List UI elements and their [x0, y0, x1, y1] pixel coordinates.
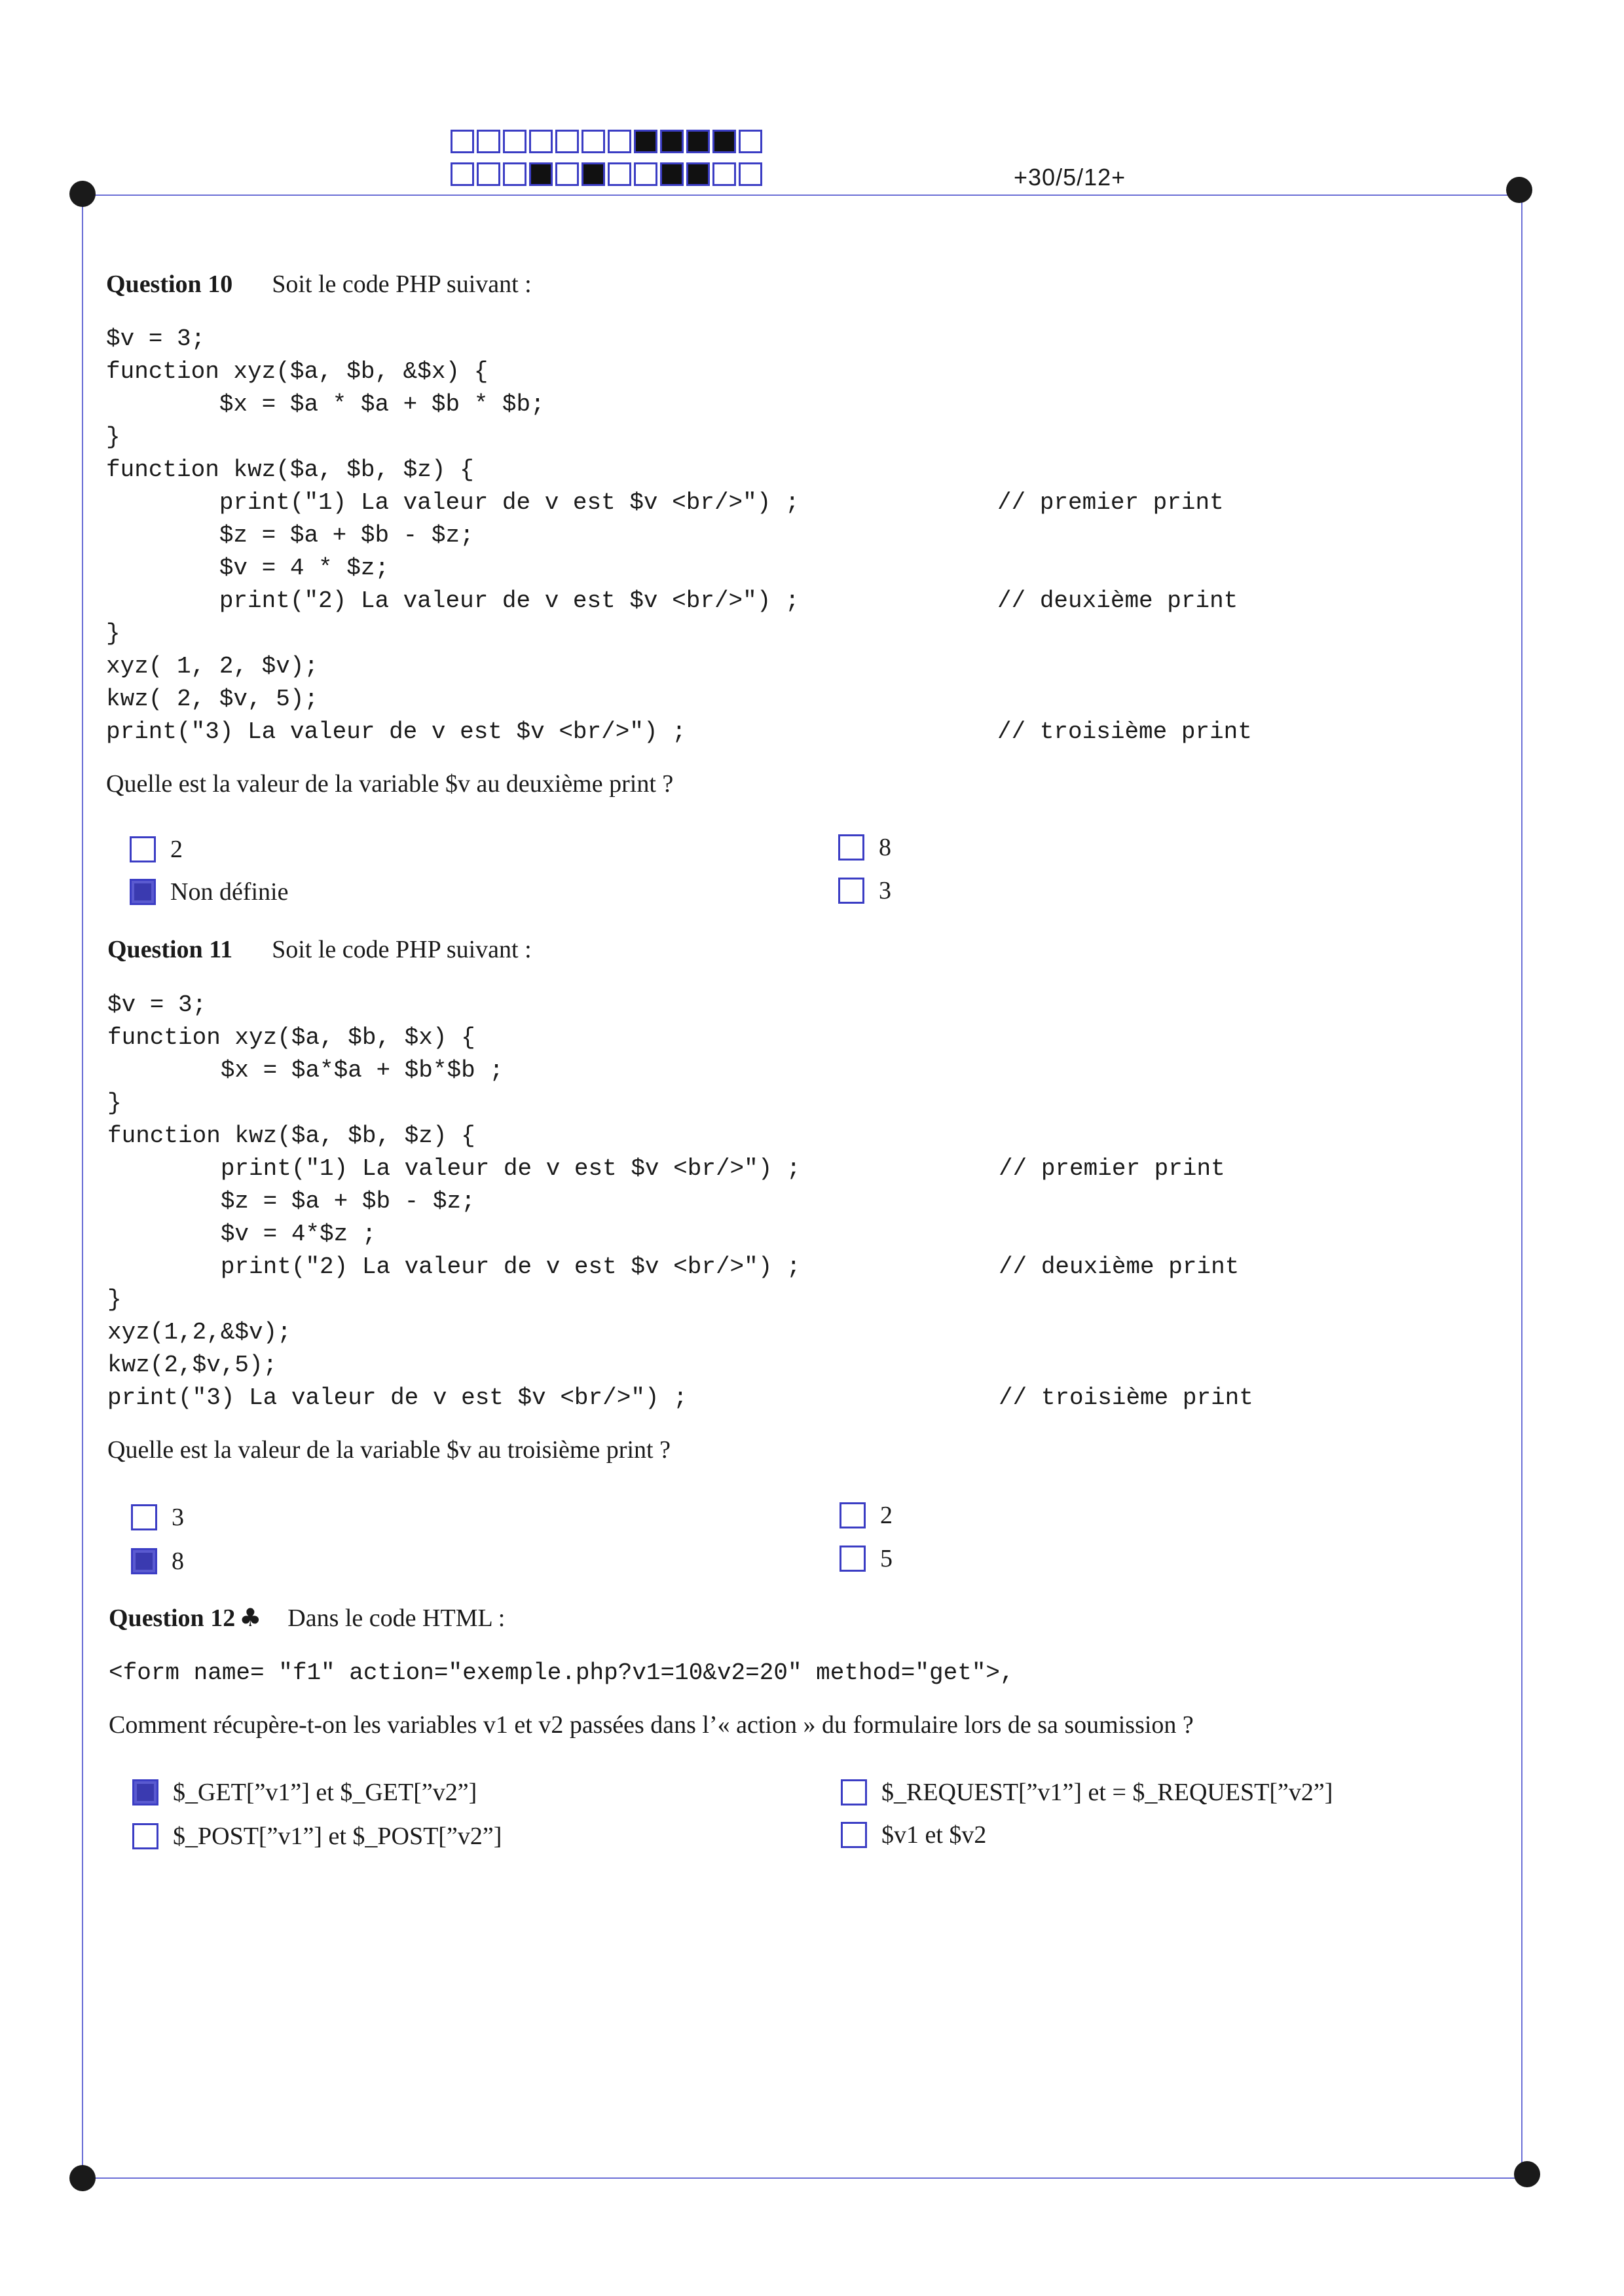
code-line: $v = 3; — [106, 325, 206, 352]
barcode-cell — [660, 130, 684, 153]
barcode-cell — [451, 130, 474, 153]
checkbox[interactable] — [132, 1823, 158, 1849]
q10-option-3[interactable] — [838, 833, 891, 862]
q11-option-2[interactable] — [131, 1547, 184, 1576]
q10-option-1[interactable] — [130, 835, 183, 864]
code-line: function xyz($a, $b, $x) { — [107, 1024, 475, 1051]
barcode-cell — [451, 162, 474, 186]
question-number: Question 11 — [107, 936, 233, 963]
barcode-cell — [712, 130, 736, 153]
barcode-cell — [503, 162, 526, 186]
code-line: $x = $a * $a + $b * $b; — [106, 391, 545, 418]
question-10-heading — [106, 270, 532, 299]
option-label: 2 — [170, 836, 183, 863]
code-line: $x = $a*$a + $b*$b ; — [107, 1057, 504, 1084]
barcode-cell — [739, 162, 762, 186]
question-number: Question 10 — [106, 270, 233, 298]
checkbox[interactable] — [838, 878, 864, 904]
code-line: print("1) La valeur de v est $v <br/>") ; // premier print — [106, 489, 1224, 516]
barcode-cell — [634, 162, 657, 186]
checkbox[interactable] — [840, 1502, 866, 1528]
checkbox[interactable] — [840, 1546, 866, 1572]
code-line: $v = 3; — [107, 991, 207, 1018]
code-line: xyz(1,2,&$v); — [107, 1319, 291, 1346]
question-11-prompt: Quelle est la valeur de la variable $v au troisième print ? — [107, 1436, 671, 1464]
question-10-prompt: Quelle est la valeur de la variable $v au deuxième print ? — [106, 770, 674, 798]
barcode-cell — [555, 130, 579, 153]
barcode-cell — [477, 162, 500, 186]
option-label: $v1 et $v2 — [881, 1821, 987, 1849]
barcode-row-1 — [451, 130, 765, 153]
option-label: $_GET[”v1”] et $_GET[”v2”] — [173, 1779, 477, 1806]
barcode-cell — [686, 162, 710, 186]
code-line: function kwz($a, $b, $z) { — [106, 456, 474, 483]
q11-option-1[interactable] — [131, 1503, 184, 1532]
option-label: $_REQUEST[”v1”] et = $_REQUEST[”v2”] — [881, 1779, 1333, 1806]
q10-option-2[interactable] — [130, 878, 288, 906]
barcode-cell — [634, 130, 657, 153]
club-icon: ♣ — [239, 1603, 262, 1632]
code-line: $v = 4 * $z; — [106, 555, 390, 582]
option-label: Non définie — [170, 878, 289, 906]
barcode-cell — [608, 162, 631, 186]
code-line: function xyz($a, $b, &$x) { — [106, 358, 489, 385]
checkbox[interactable] — [841, 1779, 867, 1805]
barcode-cell — [660, 162, 684, 186]
code-line: } — [107, 1090, 122, 1117]
q12-option-1[interactable] — [132, 1778, 477, 1807]
q11-option-4[interactable] — [840, 1544, 893, 1573]
barcode-cell — [739, 130, 762, 153]
code-line: $z = $a + $b - $z; — [107, 1188, 475, 1215]
barcode-cell — [581, 130, 605, 153]
checkbox[interactable] — [130, 836, 156, 862]
question-12-code-line: <form name= "f1" action="exemple.php?v1=10&v2=20" method="get">, — [109, 1659, 1014, 1686]
code-line: xyz( 1, 2, $v); — [106, 653, 319, 680]
code-line: kwz( 2, $v, 5); — [106, 686, 319, 713]
option-label: 3 — [172, 1504, 184, 1531]
checkbox[interactable] — [131, 1504, 157, 1530]
checkbox[interactable] — [838, 834, 864, 861]
corner-marker-top-left — [69, 181, 96, 207]
checkbox-checked[interactable] — [130, 879, 156, 905]
question-11-heading — [107, 935, 532, 964]
question-12-heading — [109, 1603, 505, 1633]
question-intro: Soit le code PHP suivant : — [272, 936, 532, 963]
barcode-cell — [581, 162, 605, 186]
code-line: } — [107, 1286, 122, 1313]
barcode-cell — [686, 130, 710, 153]
code-line: print("2) La valeur de v est $v <br/>") ; // deuxième print — [107, 1253, 1240, 1280]
barcode-cell — [503, 130, 526, 153]
checkbox-checked[interactable] — [131, 1548, 157, 1574]
barcode-cell — [529, 162, 553, 186]
q11-option-3[interactable] — [840, 1501, 893, 1530]
corner-marker-bottom-left — [69, 2165, 96, 2191]
q12-option-2[interactable] — [132, 1822, 502, 1851]
question-10-code — [106, 323, 1252, 749]
question-11-code — [107, 989, 1253, 1415]
barcode-row-2 — [451, 162, 765, 186]
code-line: } — [106, 424, 120, 451]
code-line: print("1) La valeur de v est $v <br/>") ; // premier print — [107, 1155, 1225, 1182]
code-line: print("3) La valeur de v est $v <br/>") ; // troisième print — [106, 718, 1252, 745]
option-label: 5 — [880, 1545, 893, 1572]
barcode-cell — [712, 162, 736, 186]
barcode-cell — [608, 130, 631, 153]
option-label: 8 — [879, 834, 891, 861]
checkbox[interactable] — [841, 1822, 867, 1848]
option-label: 2 — [880, 1502, 893, 1529]
barcode-cell — [477, 130, 500, 153]
option-label: 8 — [172, 1547, 184, 1575]
q12-option-4[interactable] — [841, 1821, 986, 1849]
code-line: print("2) La valeur de v est $v <br/>") ; // deuxième print — [106, 587, 1238, 614]
code-line: print("3) La valeur de v est $v <br/>") ; // troisième print — [107, 1384, 1253, 1411]
code-line: function kwz($a, $b, $z) { — [107, 1122, 475, 1149]
option-label: 3 — [879, 877, 891, 904]
code-line: $v = 4*$z ; — [107, 1221, 377, 1248]
code-line: $z = $a + $b - $z; — [106, 522, 474, 549]
code-line: kwz(2,$v,5); — [107, 1352, 278, 1379]
q12-option-3[interactable] — [841, 1778, 1333, 1807]
barcode-cell — [555, 162, 579, 186]
question-12-prompt: Comment récupère-t-on les variables v1 et v2 passées dans l’« action » du formulaire lors de sa soumission ? — [109, 1711, 1194, 1739]
q10-option-4[interactable] — [838, 876, 891, 905]
page-code: +30/5/12+ — [1014, 164, 1126, 191]
barcode-cell — [529, 130, 553, 153]
option-label: $_POST[”v1”] et $_POST[”v2”] — [173, 1823, 502, 1850]
corner-marker-bottom-right — [1514, 2161, 1540, 2187]
code-line: } — [106, 620, 120, 647]
question-intro: Soit le code PHP suivant : — [272, 270, 532, 298]
corner-marker-top-right — [1506, 177, 1532, 203]
checkbox-checked[interactable] — [132, 1779, 158, 1805]
question-intro: Dans le code HTML : — [287, 1604, 506, 1632]
question-number: Question 12 — [109, 1604, 236, 1632]
